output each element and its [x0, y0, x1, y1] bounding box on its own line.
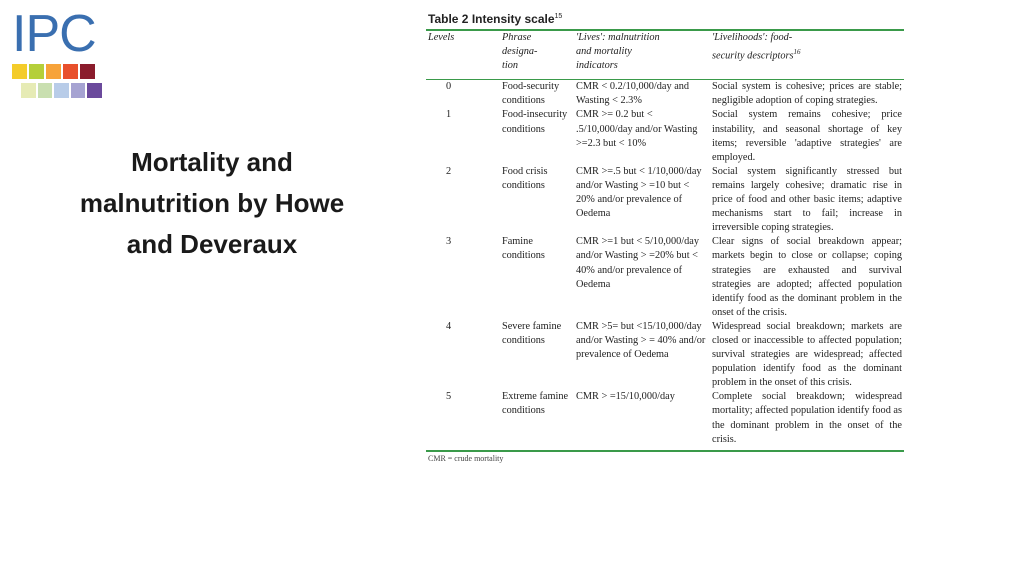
indicators-cell: CMR >=1 but < 5/10,000/day and/or Wasting > =20% but < 40% and/or prevalence of Oedema [576, 236, 699, 290]
level-cell: 3 [446, 236, 452, 248]
level-cell: 2 [446, 165, 452, 177]
logo-square [80, 64, 95, 79]
descriptor-cell: Social system is cohesive; prices are stable; negligible adoption of coping strategies. [712, 81, 902, 107]
caption-ref: 15 [554, 13, 563, 20]
slide-title-line: Mortality and [131, 147, 293, 177]
header-lives: 'Lives': malnutrition and mortality indicators [576, 32, 660, 72]
header-livelihoods: 'Livelihoods': food- security descriptors$^{16}$ [712, 32, 801, 62]
ipc-logo [12, 5, 102, 118]
phrase-cell: Extreme famine conditions [502, 391, 569, 417]
level-cell: 0 [446, 81, 452, 93]
descriptor-cell: Complete social breakdown; widespread mortality; affected population identify food as the dominant problem in the onset of the crisis. [712, 391, 902, 445]
level-cell: 5 [446, 391, 452, 403]
logo-squares-top [12, 64, 102, 79]
phrase-cell: Food crisis conditions [502, 165, 548, 191]
table-row [426, 80, 904, 108]
table-header-row [426, 31, 904, 77]
descriptor-cell: Social system significantly stressed but remains largely cohesive; dramatic rise in price of food and other basic items; adaptive mechanisms start to fail; increase in irreversible coping strategies. [712, 165, 902, 234]
phrase-cell: Food-insecurity conditions [502, 109, 568, 135]
descriptor-cell: Clear signs of social breakdown appear; markets begin to close or collapse; coping strategies are exhausted and survival strategies are adopted; affected population identify food as the dominant problem in the onset of the crisis. [712, 236, 902, 318]
slide-title [52, 142, 372, 265]
header-levels: Levels [428, 32, 455, 43]
table-row [426, 320, 904, 390]
logo-squares-bottom [21, 83, 102, 98]
table-bottom-rule [426, 450, 904, 452]
indicators-cell: CMR >= 0.2 but < .5/10,000/day and/or Wasting >=2.3 but < 10% [576, 109, 698, 149]
logo-square [21, 83, 36, 98]
indicators-cell: CMR >=.5 but < 1/10,000/day and/or Wasting > =10 but < 20% and/or prevalence of Oedema [576, 165, 702, 220]
slide-title-line: and Deveraux [126, 229, 298, 259]
logo-square [54, 83, 69, 98]
level-cell: 4 [446, 320, 452, 332]
phrase-cell: Food-security conditions [502, 81, 560, 107]
logo-square [71, 83, 86, 98]
logo-square [46, 64, 61, 79]
level-cell: 1 [446, 109, 452, 121]
table-row [426, 108, 904, 164]
descriptor-cell: Social system remains cohesive; price instability, and seasonal shortage of key items; reversible 'adaptive strategies' are employed. [712, 109, 902, 163]
table-row [426, 390, 904, 446]
caption-title: Intensity scale [471, 12, 555, 26]
descriptor-cell: Widespread social breakdown; markets are closed or inaccessible to affected population; survival strategies are widespread; affected population identify food as the dominant problem in the onset of this crisis. [712, 320, 902, 389]
table-row [426, 165, 904, 235]
logo-square [63, 64, 78, 79]
phrase-cell: Famine conditions [502, 236, 545, 262]
logo-square [29, 64, 44, 79]
table-caption [428, 12, 910, 26]
logo-square [38, 83, 53, 98]
table-row [426, 235, 904, 320]
phrase-cell: Severe famine conditions [502, 320, 562, 346]
logo-text: IPC [12, 5, 96, 63]
table-image [420, 12, 910, 572]
slide-title-line: malnutrition by Howe [79, 188, 345, 218]
table-footnote: CMR = crude mortality [428, 453, 504, 463]
indicators-cell: CMR >5= but <15/10,000/day and/or Wasting > = 40% and/or prevalence of Oedema [576, 320, 706, 361]
caption-prefix: Table 2 [428, 12, 469, 26]
header-phrase: Phrase designa- tion [502, 32, 538, 72]
intensity-scale-table [426, 31, 904, 447]
logo-square [87, 83, 102, 98]
indicators-cell: CMR > =15/10,000/day [576, 391, 675, 403]
indicators-cell: CMR < 0.2/10,000/day and Wasting < 2.3% [576, 81, 690, 107]
logo-square [12, 64, 27, 79]
